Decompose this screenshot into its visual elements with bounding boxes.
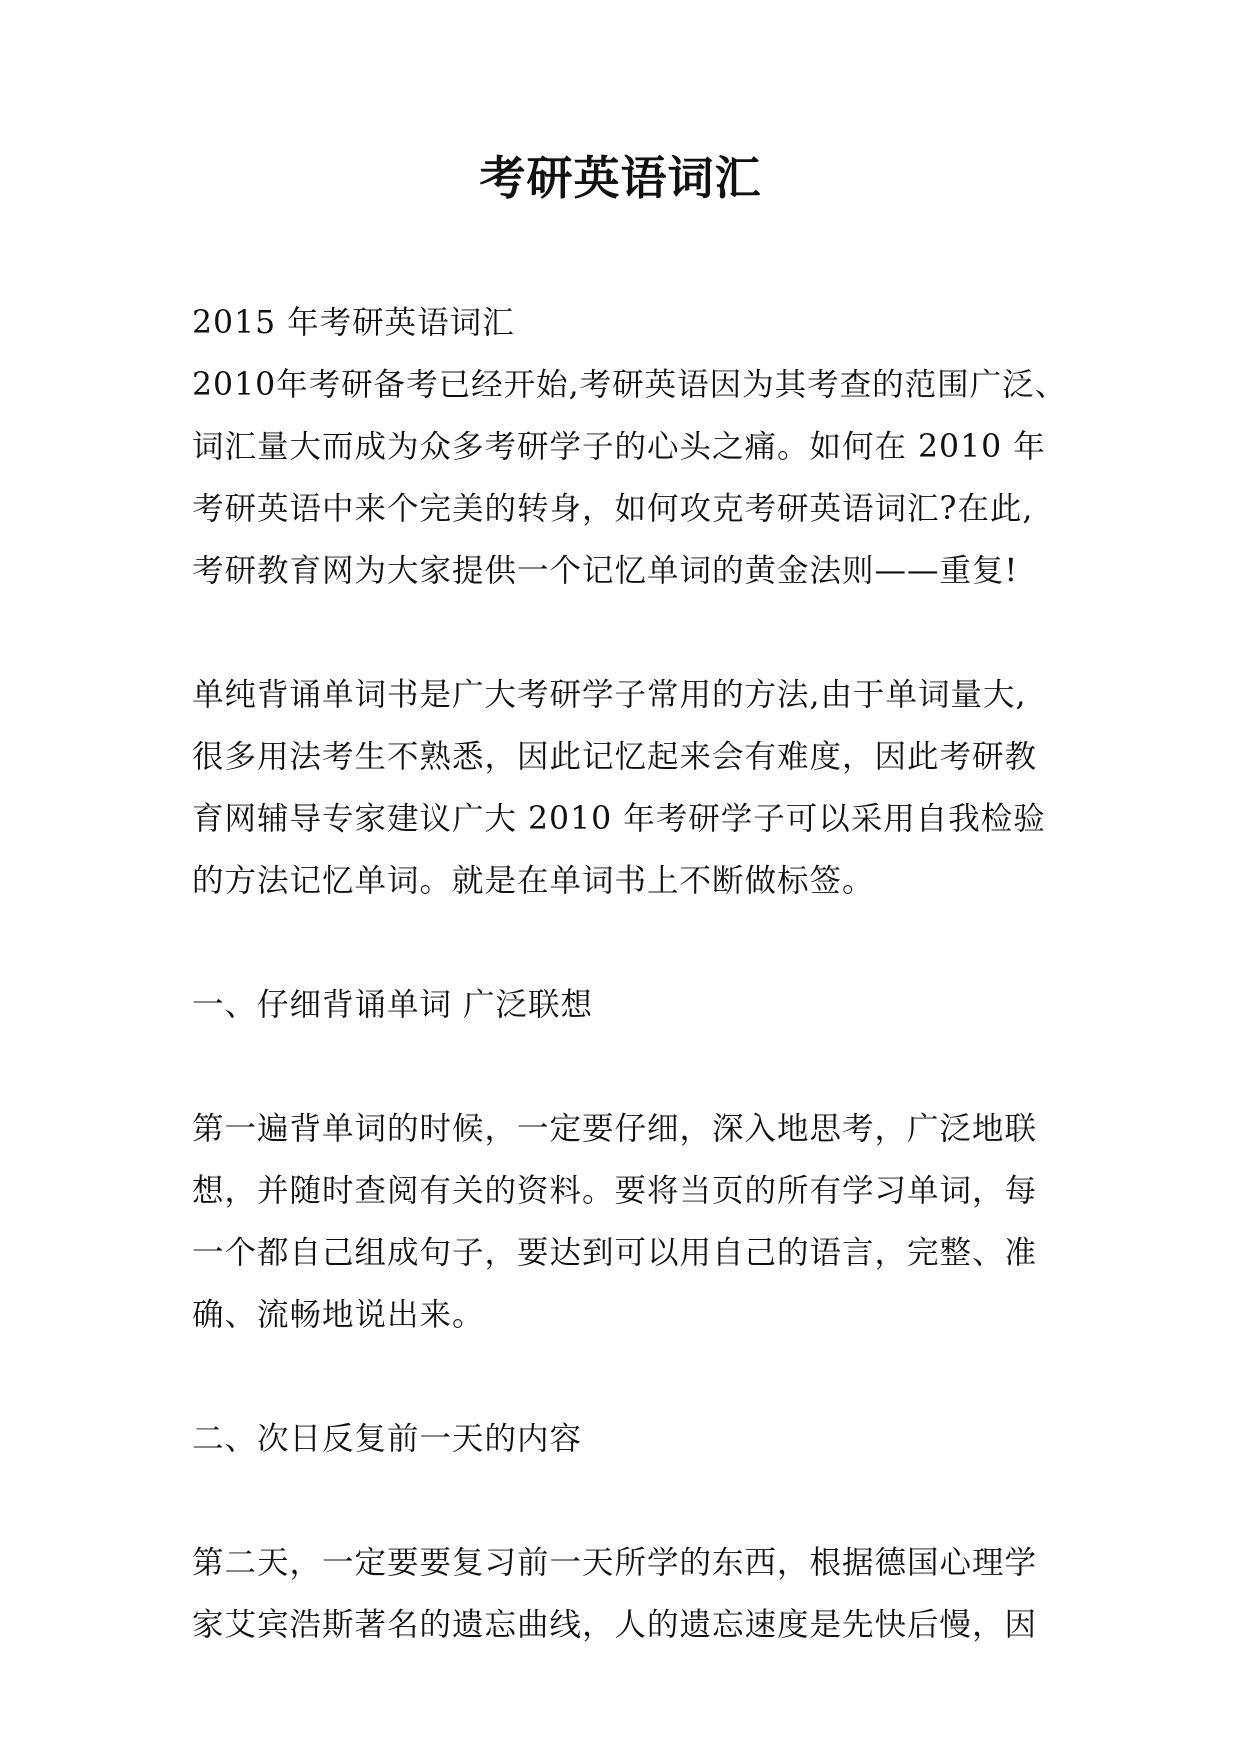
text-line: 考研英语中来个完美的转身，如何攻克考研英语词汇?在此, bbox=[192, 491, 1034, 527]
text-line: 家艾宾浩斯著名的遗忘曲线，人的遗忘速度是先快后慢，因 bbox=[192, 1607, 1038, 1643]
section-heading: 二、次日反复前一天的内容 bbox=[192, 1421, 583, 1457]
text-line: 第一遍背单词的时候，一定要仔细，深入地思考，广泛地联 bbox=[192, 1111, 1038, 1147]
text-line: 第二天，一定要要复习前一天所学的东西，根据德国心理学 bbox=[192, 1545, 1038, 1581]
text-line: 很多用法考生不熟悉，因此记忆起来会有难度，因此考研教 bbox=[192, 739, 1038, 775]
paragraph-spacer bbox=[192, 912, 1072, 974]
paragraph-spacer bbox=[192, 1346, 1072, 1408]
text-line: 想，并随时查阅有关的资料。要将当页的所有学习单词，每 bbox=[192, 1173, 1038, 1209]
text-line: 确、流畅地说出来。 bbox=[192, 1297, 485, 1333]
text-line: 词汇量大而成为众多考研学子的心头之痛。如何在 2010 年 bbox=[192, 429, 1046, 465]
document-title: 考研英语词汇 bbox=[479, 151, 762, 205]
text-line: 2010年考研备考已经开始,考研英语因为其考查的范围广泛、 bbox=[192, 367, 1068, 403]
paragraph-spacer bbox=[192, 1036, 1072, 1098]
text-line: 单纯背诵单词书是广大考研学子常用的方法,由于单词量大, bbox=[192, 677, 1027, 713]
text-line: 2015 年考研英语词汇 bbox=[192, 305, 515, 341]
document-body bbox=[192, 292, 1072, 1656]
text-line: 一个都自己组成句子，要达到可以用自己的语言，完整、准 bbox=[192, 1235, 1038, 1271]
text-line: 育网辅导专家建议广大 2010 年考研学子可以采用自我检验 bbox=[192, 801, 1046, 837]
paragraph-spacer bbox=[192, 1470, 1072, 1532]
paragraph-spacer bbox=[192, 602, 1072, 664]
section-heading: 一、仔细背诵单词 广泛联想 bbox=[192, 987, 594, 1023]
text-line: 考研教育网为大家提供一个记忆单词的黄金法则——重复! bbox=[192, 553, 1019, 589]
text-line: 的方法记忆单词。就是在单词书上不断做标签。 bbox=[192, 863, 875, 899]
